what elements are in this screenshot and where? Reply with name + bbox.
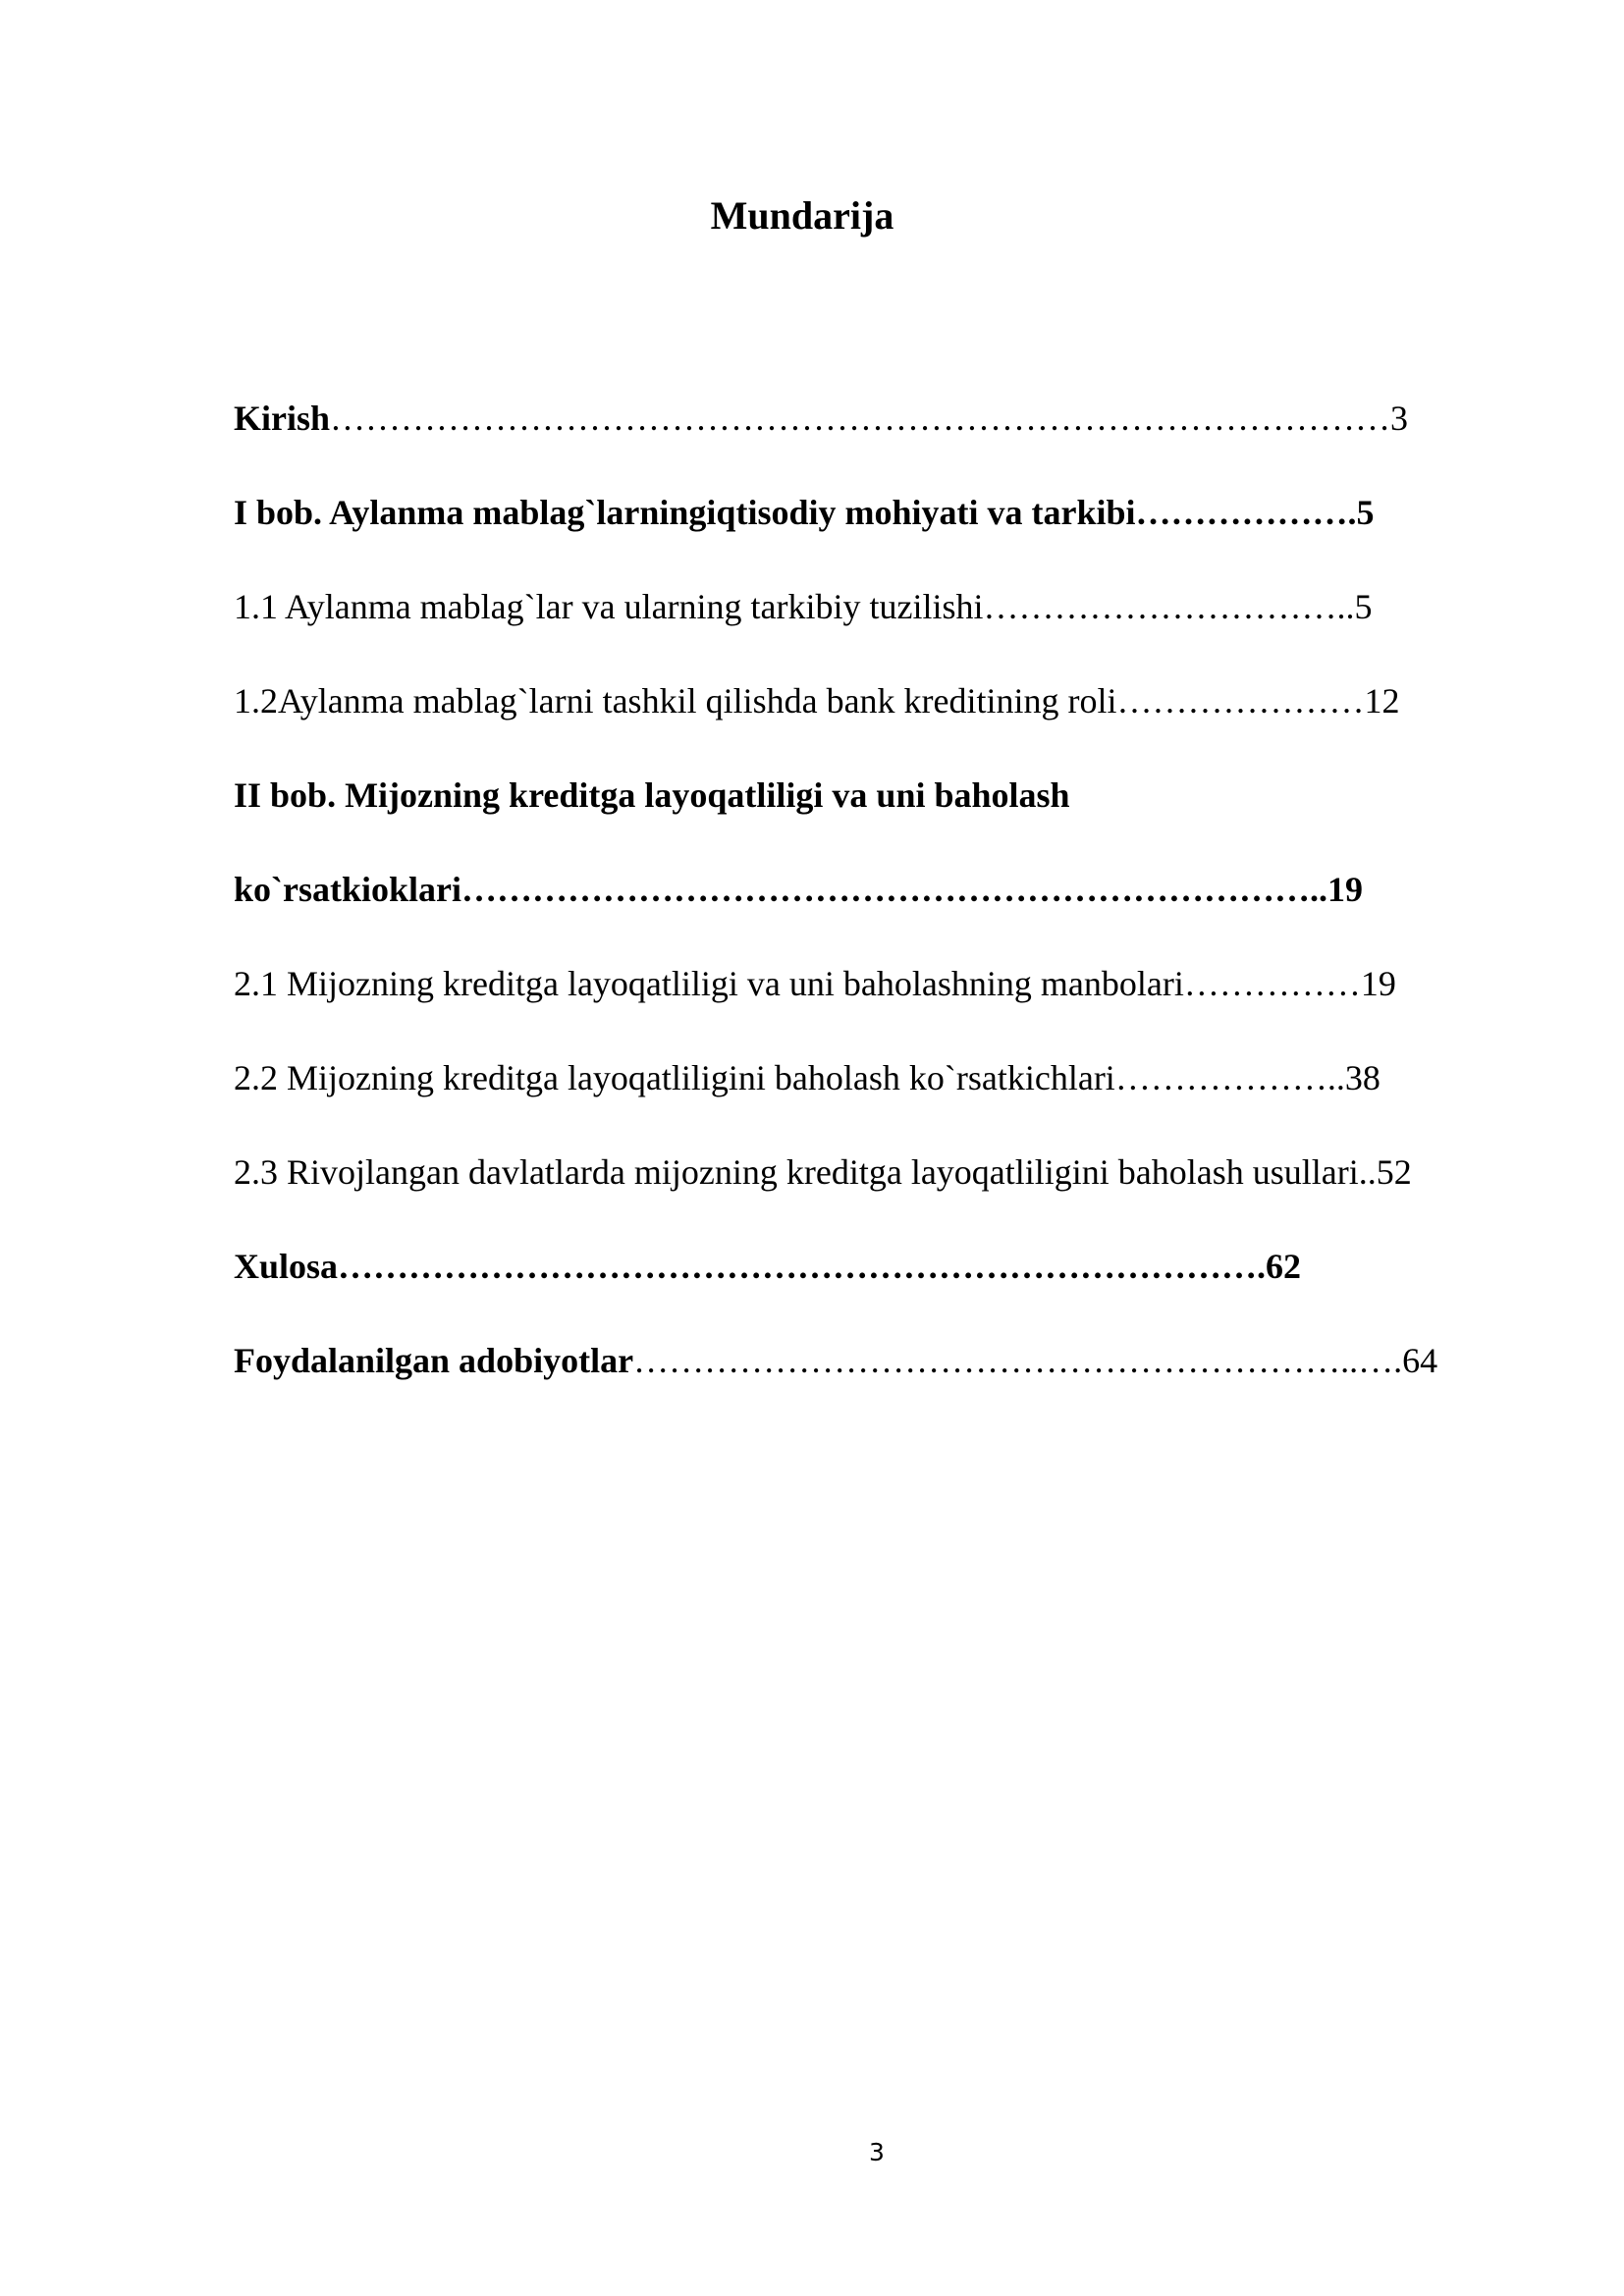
toc-entry-chapter-2-cont: ko`rsatkioklari………………………………………………………………..19: [234, 870, 1364, 909]
toc-entry-section-1-2: 1.2Aylanma mablag`larni tashkil qilishda bank kreditining roli…………………12: [234, 681, 1400, 721]
toc-entry-chapter-1: I bob. Aylanma mablag`larningiqtisodiy mohiyati va tarkibi……………….5: [234, 493, 1375, 532]
document-title: Mundarija: [710, 193, 894, 238]
toc-entry-section-2-2: 2.2 Mijozning kreditga layoqatliligini baholash ko`rsatkichlari………………..38: [234, 1058, 1380, 1097]
toc-entry-section-2-3: 2.3 Rivojlangan davlatlarda mijozning kreditga layoqatliligini baholash usullari..52: [234, 1152, 1412, 1192]
toc-entry-chapter-2: II bob. Mijozning kreditga layoqatliligi va uni baholash: [234, 775, 1070, 815]
toc-entry-section-2-1: 2.1 Mijozning kreditga layoqatliligi va uni baholashning manbolari……………19: [234, 964, 1396, 1003]
toc-entry-references: Foydalanilgan adobiyotlar……………………………………………………..….64: [234, 1341, 1438, 1380]
toc-entry-xulosa: Xulosa…………………………………………………………………….62: [234, 1247, 1302, 1286]
page-number: 3: [869, 2138, 885, 2166]
toc-entry-section-1-1: 1.1 Aylanma mablag`lar va ularning tarkibiy tuzilishi…………………………..5: [234, 587, 1373, 626]
toc-entry-kirish: Kirish………………………………………………………………………………3: [234, 399, 1409, 438]
